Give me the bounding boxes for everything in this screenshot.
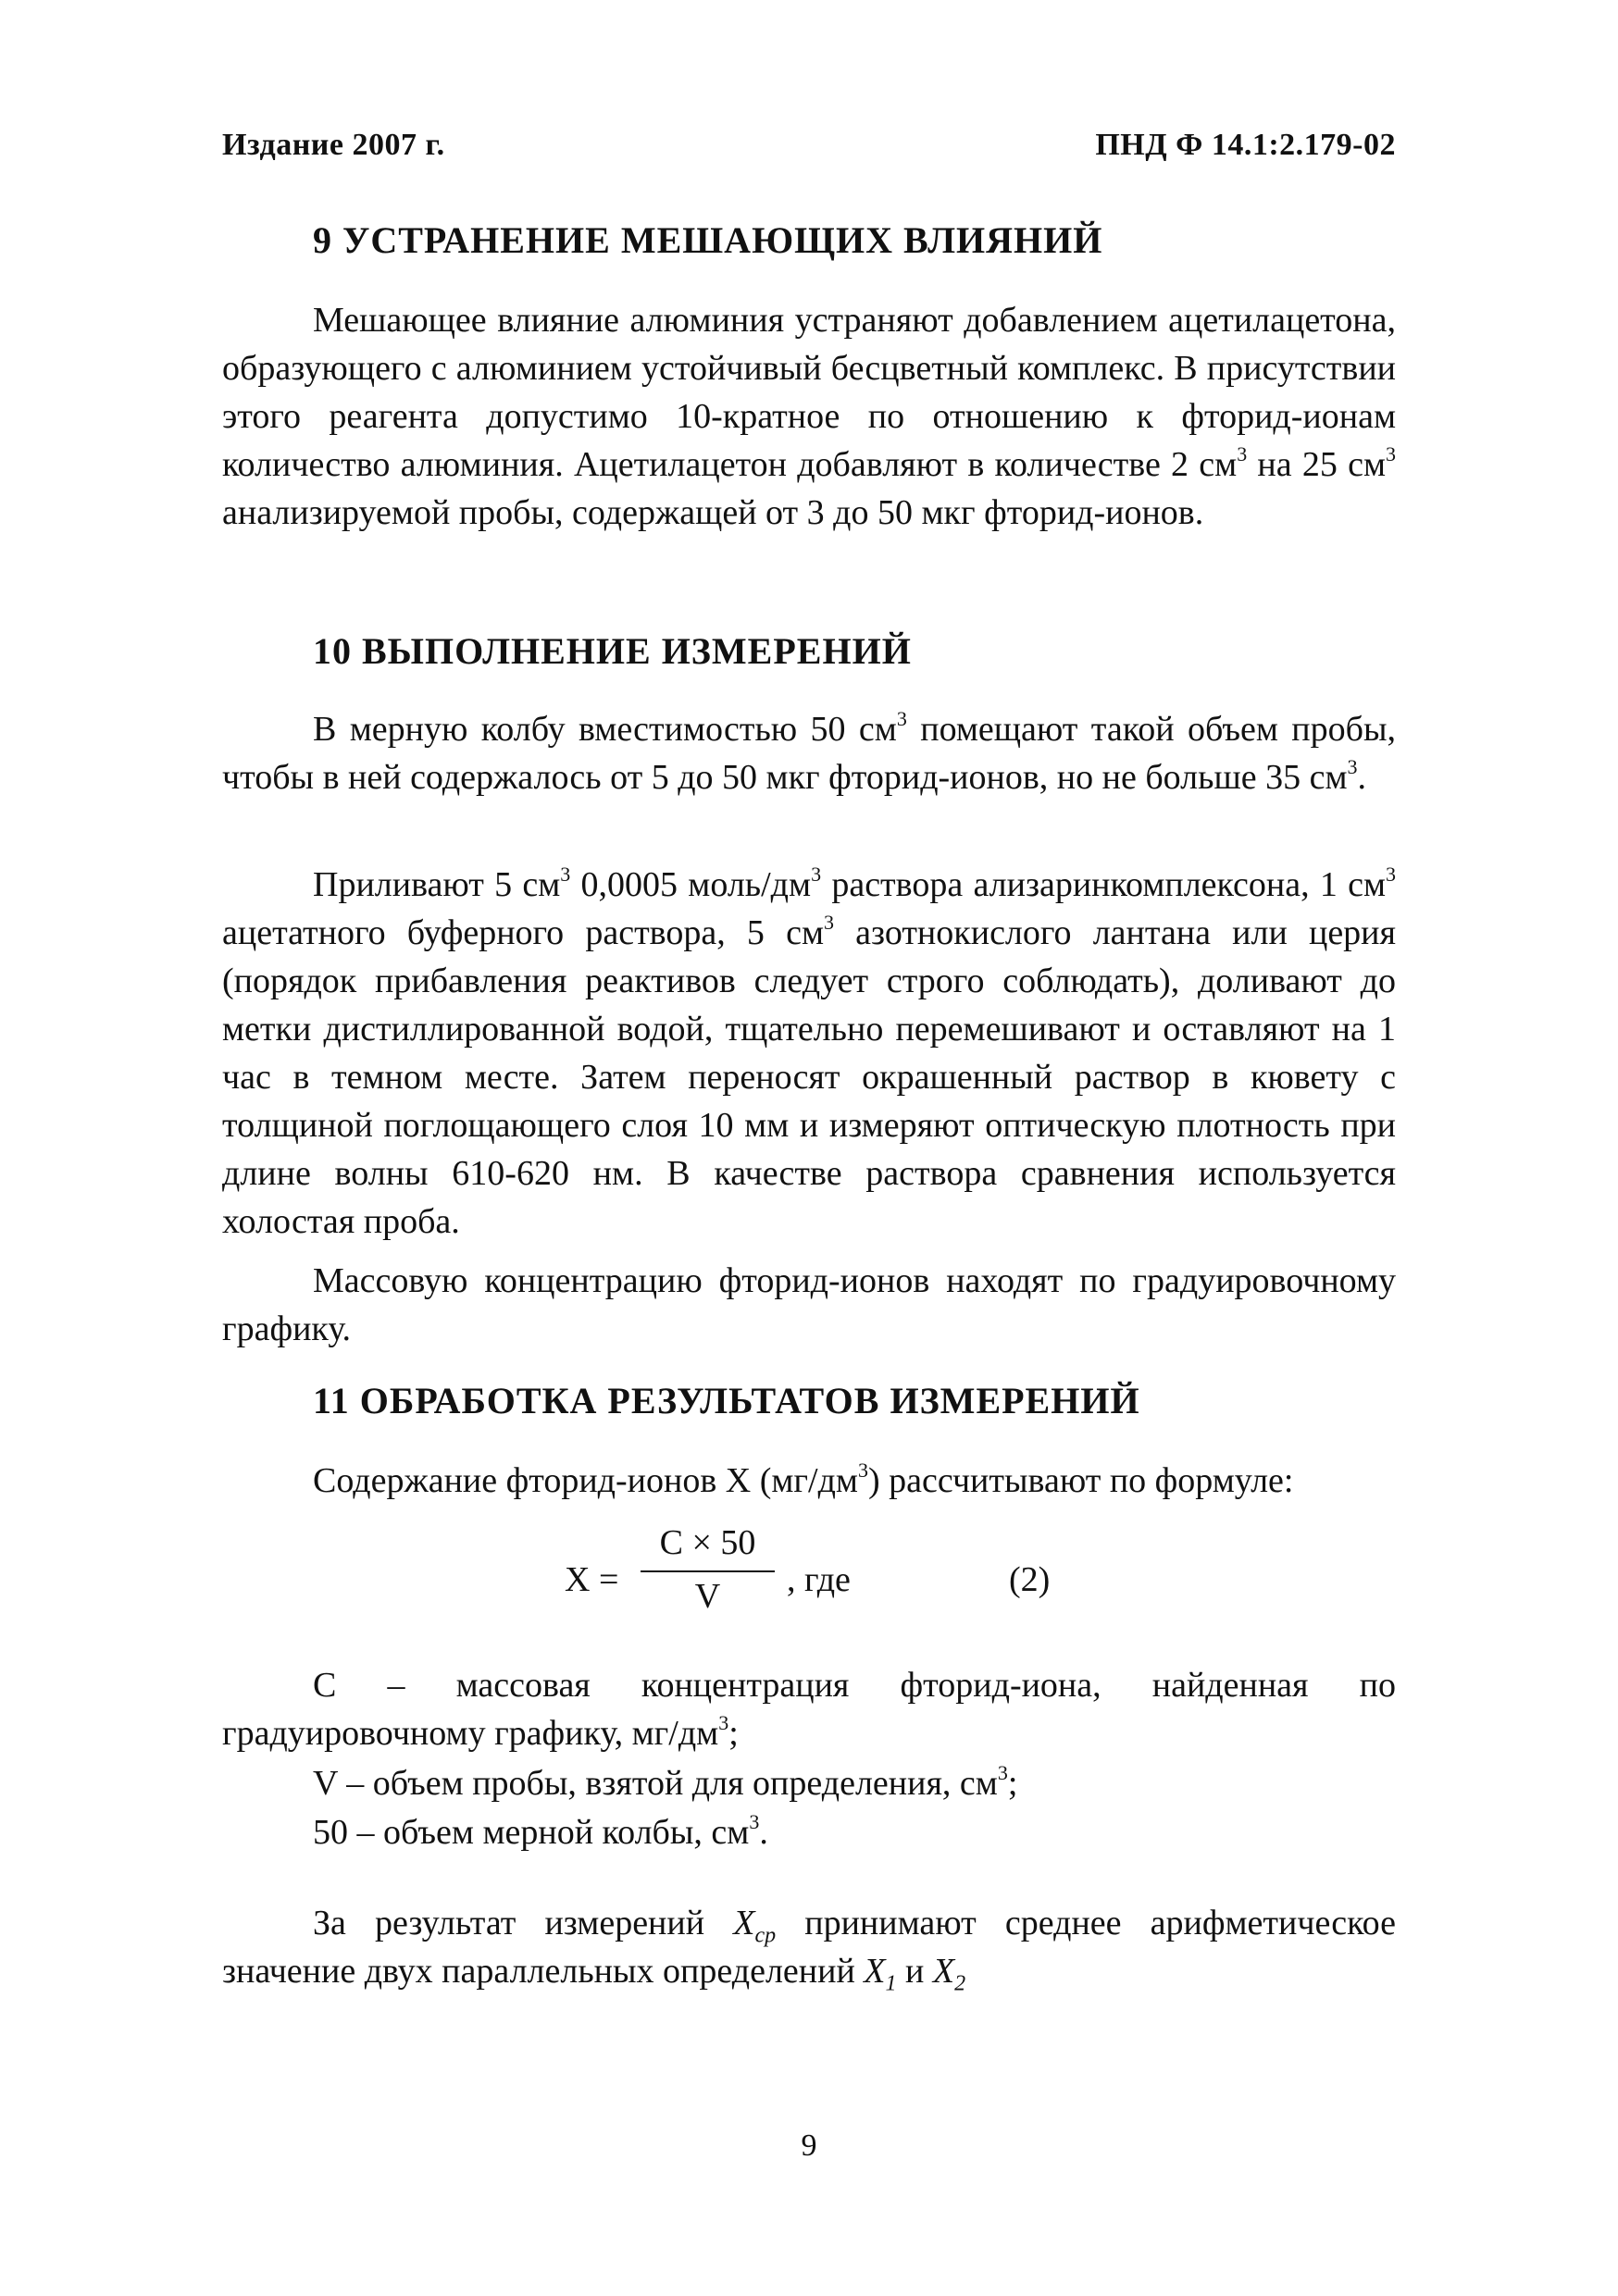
section-10-heading: 10 ВЫПОЛНЕНИЕ ИЗМЕРЕНИЙ (313, 630, 912, 672)
section-10-paragraph-2 (222, 861, 1396, 1246)
text-run: V – объем пробы, взятой для определения, см (313, 1764, 998, 1803)
text-run: на 25 см (1247, 445, 1386, 484)
result-paragraph (222, 1899, 1396, 1995)
text-run: ; (1007, 1764, 1018, 1803)
formula-lhs: X = (565, 1560, 619, 1599)
text-run: раствора ализаринкомплексона, 1 см (821, 865, 1387, 904)
subscript: 1 (885, 1971, 897, 1996)
formula-numerator: C × 50 (659, 1523, 756, 1562)
formula-2 (565, 1518, 1213, 1647)
text-run: . (759, 1813, 768, 1852)
subscript: ср (754, 1923, 777, 1948)
text-run: принимают среднее арифметическое значение двух параллельных определений (222, 1904, 1396, 1991)
superscript: 3 (1237, 442, 1248, 465)
symbol: X (932, 1952, 955, 1991)
text-run: ) рассчитывают по формуле: (867, 1461, 1294, 1500)
superscript: 3 (896, 707, 907, 730)
superscript: 3 (718, 1711, 729, 1734)
symbol: X (864, 1952, 886, 1991)
formula-where: , где (787, 1560, 851, 1599)
x2-symbol (932, 1952, 966, 1996)
section-9-heading: 9 УСТРАНЕНИЕ МЕШАЮЩИХ ВЛИЯНИЙ (313, 219, 1103, 261)
superscript: 3 (824, 911, 834, 934)
text-run: 50 – объем мерной колбы, см (313, 1813, 750, 1852)
fraction-bar (641, 1570, 775, 1572)
section-10-paragraph-3: Массовую концентрацию фторид-ионов находят по градуировочному графику. (222, 1261, 1396, 1348)
definition-50 (313, 1812, 768, 1853)
superscript: 3 (1386, 442, 1396, 465)
superscript: 3 (811, 863, 822, 886)
x1-symbol (864, 1952, 897, 1996)
formula-denominator: V (694, 1577, 721, 1616)
section-10-paragraph-1 (222, 705, 1396, 801)
definition-v (313, 1763, 1017, 1804)
text-run: C – массовая концентрация фторид-иона, найденная по градуировочному графику, мг/дм (222, 1666, 1396, 1753)
document-code: ПНД Ф 14.1:2.179-02 (1095, 128, 1396, 162)
text-run: 0,0005 моль/дм (570, 865, 812, 904)
formula-fraction (641, 1522, 775, 1617)
text-run: и (896, 1952, 933, 1991)
text-run: В мерную колбу вместимостью 50 см (313, 710, 897, 749)
superscript: 3 (997, 1761, 1008, 1784)
x-mean-symbol (733, 1904, 777, 1948)
text-run: помещают такой объем пробы, чтобы в ней содержалось от 5 до 50 мкг фторид-ионов, но не больше 35 см (222, 710, 1396, 797)
symbol: X (733, 1904, 755, 1942)
text-run: анализируемой пробы, содержащей от 3 до 50 мкг фторид-ионов. (222, 493, 1204, 532)
equation-number: (2) (1009, 1560, 1051, 1599)
section-9-paragraph (222, 296, 1396, 537)
text-run: Приливают 5 см (313, 865, 561, 904)
text-run: Содержание фторид-ионов X (мг/дм (313, 1461, 858, 1500)
text-run: ацетатного буферного раствора, 5 см (222, 913, 824, 952)
text-run: ; (728, 1714, 739, 1753)
superscript: 3 (749, 1810, 760, 1833)
section-11-heading: 11 ОБРАБОТКА РЕЗУЛЬТАТОВ ИЗМЕРЕНИЙ (313, 1380, 1140, 1421)
text-run: За результат измерений (313, 1904, 734, 1942)
superscript: 3 (857, 1458, 868, 1482)
superscript: 3 (560, 863, 571, 886)
text-run: . (1357, 758, 1366, 797)
definition-c (222, 1661, 1396, 1757)
superscript: 3 (1386, 863, 1397, 886)
superscript: 3 (1347, 755, 1358, 778)
edition-label: Издание 2007 г. (222, 128, 445, 162)
subscript: 2 (954, 1971, 966, 1996)
text-run: азотнокислого лантана или церия (порядок прибавления реактивов следует строго соблюдать), доливают до метки дистиллированной водой, тщательно перемешивают и оставляют на 1 час в темном месте. Затем переносят окрашенный раствор в кювету с толщиной поглощающего слоя 10 мм и измеряют оптическую плотность при длине волны 610-620 нм. В качестве раствора сравнения используется холостая проба. (222, 913, 1396, 1241)
text-run: Мешающее влияние алюминия устраняют добавлением ацетилацетона, образующего с алюминием устойчивый бесцветный комплекс. В присутствии этого реагента допустимо 10-кратное по отношению к фторид-ионам количество алюминия. Ацетилацетон добавляют в количестве 2 см (222, 301, 1396, 484)
page-number: 9 (801, 2128, 817, 2163)
formula-intro (313, 1460, 1293, 1501)
